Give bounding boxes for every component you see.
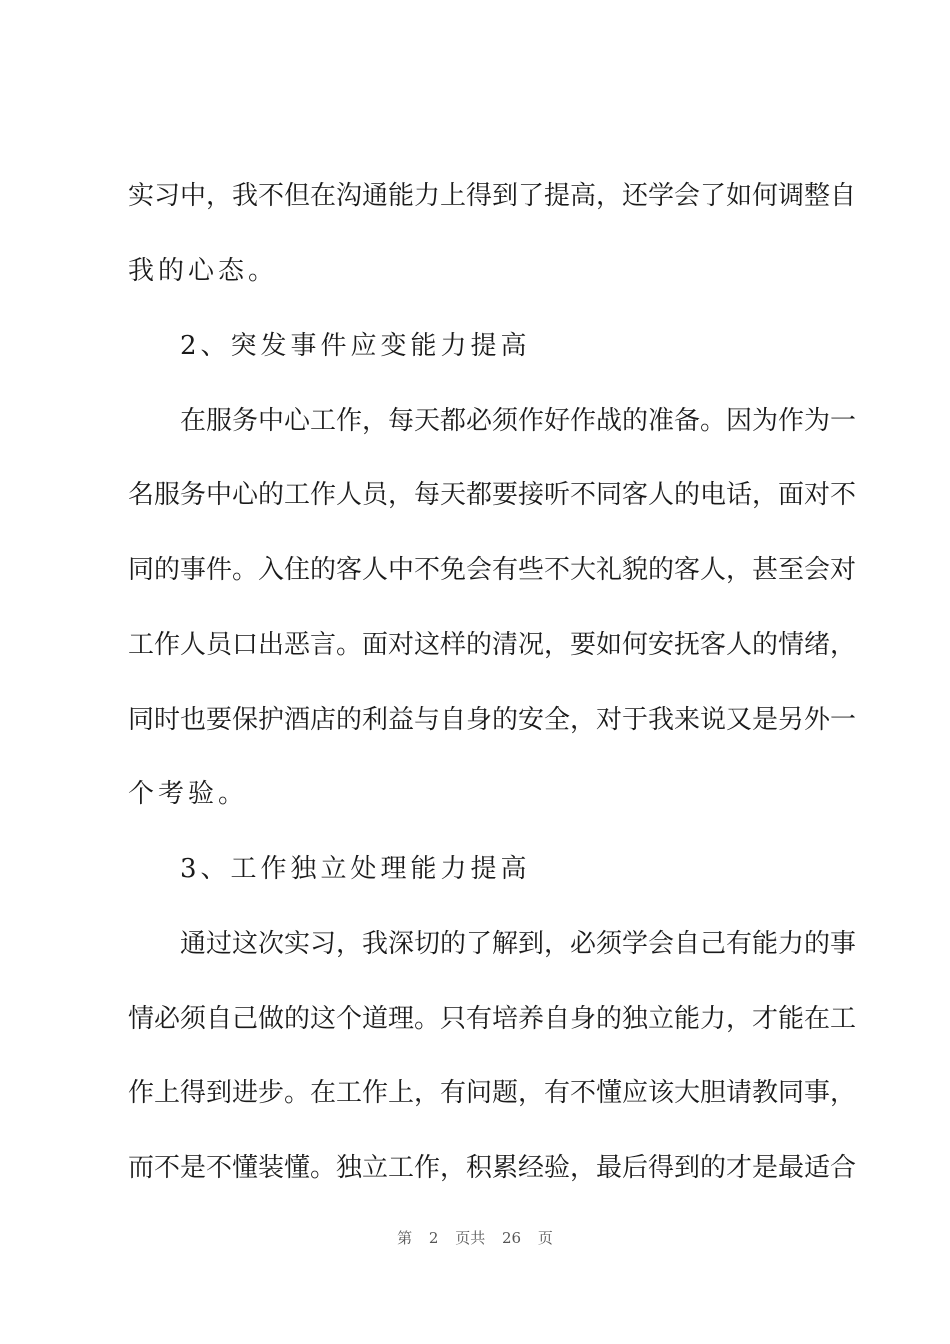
- body-line-14: 而不是不懂装懂。独立工作，积累经验，最后得到的才是最适合: [128, 1153, 857, 1183]
- section-heading-3: 3、工作独立处理能力提高: [180, 854, 531, 884]
- footer-prefix: 第: [397, 1229, 413, 1247]
- section-heading-2: 2、突发事件应变能力提高: [180, 331, 531, 361]
- footer-middle: 页共: [455, 1229, 486, 1247]
- body-line-7: 工作人员口出恶言。面对这样的清况，要如何安抚客人的情绪，: [128, 630, 857, 660]
- body-line-12: 情必须自己做的这个道理。只有培养自身的独立能力，才能在工: [128, 1004, 857, 1034]
- footer-current-page: 2: [428, 1229, 439, 1247]
- body-line-9: 个考验。: [128, 779, 249, 809]
- page-footer: [0, 1226, 950, 1250]
- footer-total-pages: 26: [502, 1229, 522, 1247]
- body-line-8: 同时也要保护酒店的利益与自身的安全，对于我来说又是另外一: [128, 705, 857, 735]
- body-line-6: 同的事件。入住的客人中不免会有些不大礼貌的客人，甚至会对: [128, 555, 857, 585]
- body-line-1: 实习中，我不但在沟通能力上得到了提高，还学会了如何调整自: [128, 181, 857, 211]
- body-line-5: 名服务中心的工作人员，每天都要接听不同客人的电话，面对不: [128, 480, 857, 510]
- footer-suffix: 页: [537, 1229, 553, 1247]
- body-line-13: 作上得到进步。在工作上，有问题，有不懂应该大胆请教同事，: [128, 1078, 857, 1108]
- body-line-11: 通过这次实习，我深切的了解到，必须学会自己有能力的事: [180, 929, 857, 959]
- body-line-2: 我的心态。: [128, 256, 279, 286]
- body-line-4: 在服务中心工作，每天都必须作好作战的准备。因为作为一: [180, 406, 857, 436]
